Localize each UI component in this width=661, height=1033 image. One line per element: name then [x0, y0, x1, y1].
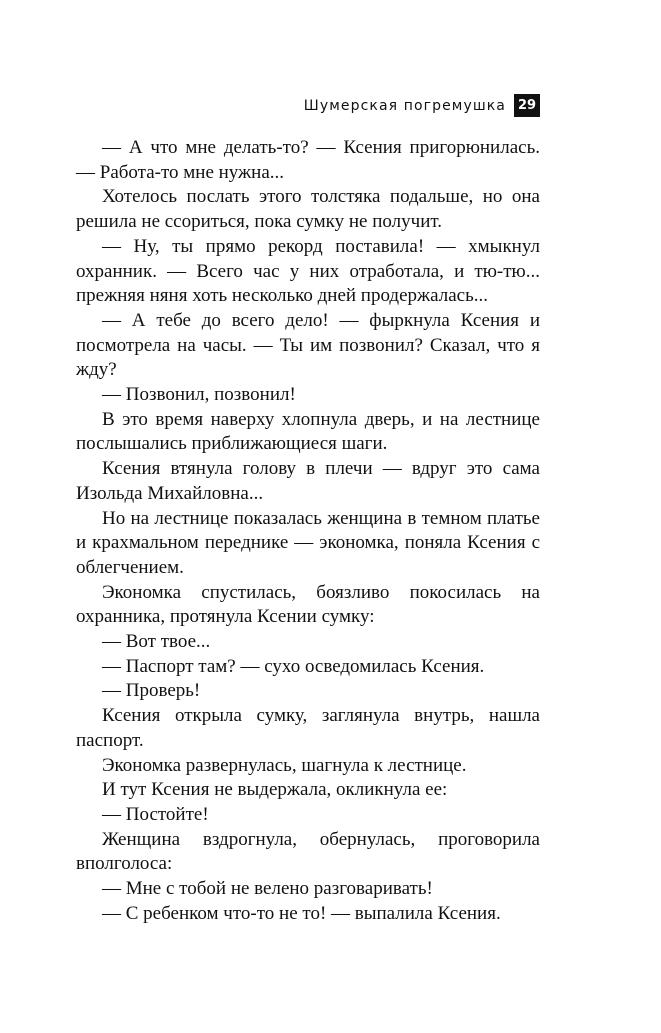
paragraph: — А тебе до всего дело! — фыркнула Ксения и посмотрела на часы. — Ты им позвонил? Сказал, что я жду? [76, 309, 540, 381]
paragraph: Но на лестнице показалась женщина в темном платье и крахмальном переднике — экономка, поняла Ксения с облегчением. [76, 507, 540, 578]
paragraph: Женщина вздрогнула, обернулась, проговорила вполголоса: [76, 828, 540, 875]
paragraph: Ксения втянула голову в плечи — вдруг это сама Изольда Михайловна... [76, 458, 540, 504]
book-title: Шумерская погремушка [303, 97, 506, 114]
paragraph: Ксения открыла сумку, заглянула внутрь, нашла паспорт. [76, 705, 540, 751]
paragraph: — Проверь! [102, 680, 201, 702]
body-text [76, 136, 540, 927]
paragraph: — С ребенком что-то не то! — выпалила Ксения. [102, 902, 501, 924]
paragraph: — А что мне делать-то? — Ксения пригорюнилась. — Работа-то мне нужна... [76, 137, 540, 183]
page-number: 29 [514, 94, 540, 117]
paragraph: Экономка развернулась, шагнула к лестнице. [102, 754, 467, 776]
paragraph: — Вот твое... [102, 631, 211, 653]
paragraph: — Позвонил, позвонил! [102, 384, 296, 406]
running-header [76, 93, 540, 118]
paragraph: В это время наверху хлопнула дверь, и на лестнице послышались приближающиеся шаги. [76, 408, 540, 455]
paragraph: — Ну, ты прямо рекорд поставила! — хмыкнул охранник. — Всего час у них отработала, и тю-тю... прежняя няня хоть несколько дней продержалась... [76, 235, 540, 307]
paragraph: — Мне с тобой не велено разговаривать! [102, 878, 433, 900]
paragraph: Экономка спустилась, боязливо покосилась на охранника, протянула Ксении сумку: [76, 581, 540, 628]
paragraph: И тут Ксения не выдержала, окликнула ее: [102, 779, 448, 801]
paragraph: — Паспорт там? — сухо осведомилась Ксения. [102, 655, 485, 677]
paragraph: — Постойте! [102, 803, 209, 825]
paragraph: Хотелось послать этого толстяка подальше, но она решила не ссориться, пока сумку не получит. [76, 186, 540, 233]
